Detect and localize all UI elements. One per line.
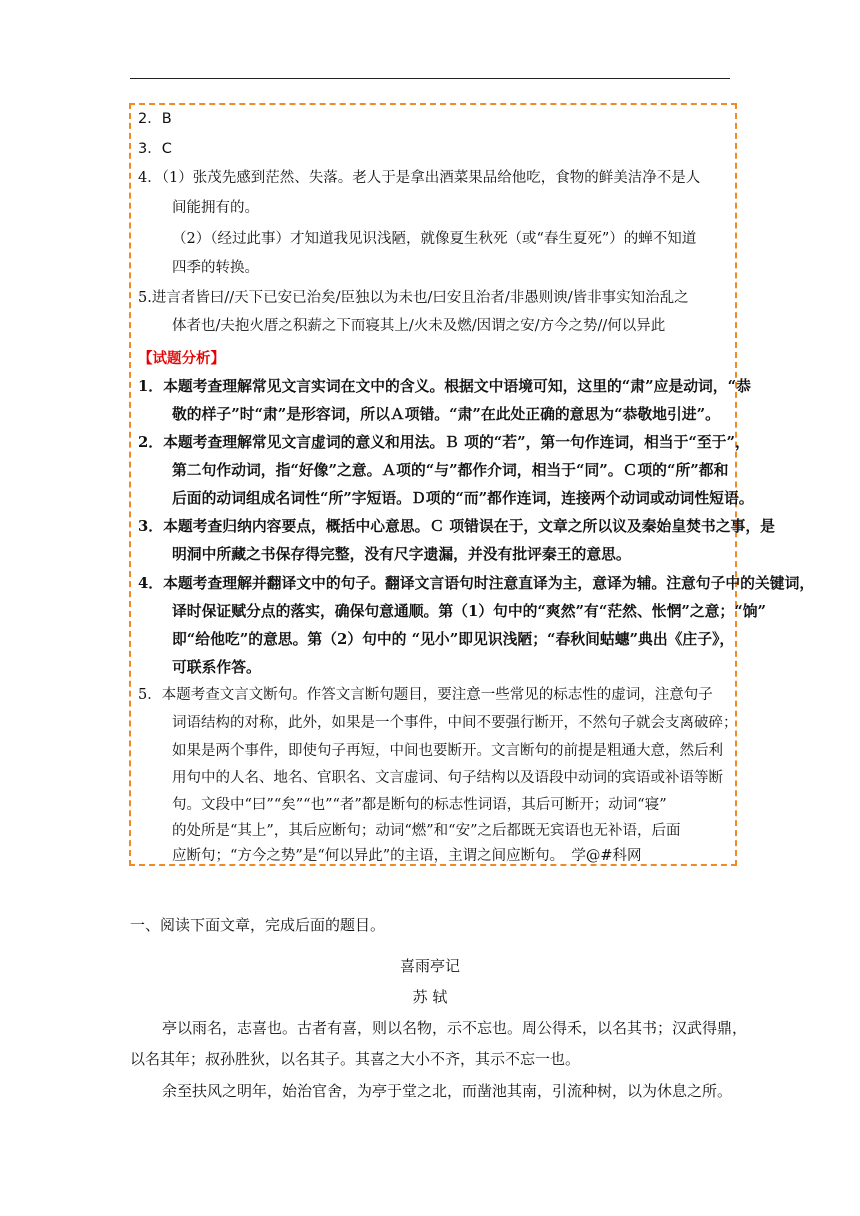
answer-5-line-1: 5.进言者皆曰//天下已安已治矣/臣独以为未也/曰安且治者/非愚则谀/皆非事实知治乱之 [138, 290, 689, 306]
answer-5-line-2: 体者也/夫抱火厝之积薪之下而寝其上/火未及燃/因谓之安/方今之势//何以异此 [172, 318, 666, 334]
analysis-5-line-6: 的处所是“其上”，其后应断句；动词“燃”和“安”之后都既无宾语也无补语，后面 [172, 823, 681, 839]
analysis-4-line-3: 即“给他吃”的意思。第（2）句中的 “见小”即见识浅陋；“春秋间蛄蟪”典出《庄子》， [172, 631, 735, 648]
paragraph-1-line-2: 以名其年；叔孙胜狄，以名其子。其喜之大小不齐，其示不忘一也。 [130, 1050, 581, 1068]
paragraph-1-line-1: 亭以雨名，志喜也。古者有喜，则以名物，示不忘也。周公得禾，以名其书；汉武得鼎， [162, 1019, 748, 1037]
analysis-5-line-3: 如果是两个事件，即使句子再短，中间也要断开。文言断句的前提是粗通大意，然后利 [172, 743, 723, 759]
section-heading: 一、阅读下面文章，完成后面的题目。 [130, 916, 386, 934]
analysis-5-line-5: 句。文段中“曰”“矣”“也”“者”都是断句的标志性词语，其后可断开；动词“寝” [172, 797, 667, 813]
analysis-3-line-2: 明洞中所藏之书保存得完整，没有尺字遗漏，并没有批评秦王的意思。 [172, 546, 631, 563]
answer-4-line-1: 4．（1）张茂先感到茫然、失落。老人于是拿出酒菜果品给他吃，食物的鲜美洁净不是人 [138, 170, 701, 186]
header-rule [130, 78, 730, 79]
analysis-1-line-2: 敬的样子”时“肃”是形容词，所以Ａ项错。“肃”在此处正确的意思为“恭敬地引进”。 [172, 406, 720, 423]
analysis-4-line-2: 译时保证赋分点的落实，确保句意通顺。第（1）句中的“爽然”有“茫然、怅惘”之意；“饷” [172, 603, 767, 620]
analysis-heading: 【试题分析】 [138, 351, 225, 367]
essay-title: 喜雨亭记 [399, 957, 460, 975]
analysis-4-line-4: 可联系作答。 [172, 659, 261, 676]
analysis-5-line-4: 用句中的人名、地名、官职名、文言虚词、句子结构以及语段中动词的宾语或补语等断 [172, 770, 723, 786]
answer-box [129, 103, 815, 866]
analysis-5-line-7: 应断句；“方今之势”是“何以异此”的主语，主谓之间应断句。 学@#科网 [172, 848, 642, 864]
analysis-5-line-2: 词语结构的对称，此外，如果是一个事件，中间不要强行断开，不然句子就会支离破碎； [172, 715, 738, 731]
analysis-5-line-1: 5．本题考查文言文断句。作答文言断句题目，要注意一些常见的标志性的虚词，注意句子 [138, 687, 713, 703]
answer-3: 3．C [138, 141, 172, 157]
essay-author: 苏 轼 [412, 988, 448, 1006]
analysis-4-line-1: 4．本题考查理解并翻译文中的句子。翻译文言语句时注意直译为主，意译为辅。注意句子中的关键词， [138, 575, 815, 592]
answer-4-line-2: 间能拥有的。 [172, 200, 259, 216]
answer-4-line-4: 四季的转换。 [172, 260, 259, 276]
analysis-3-line-1: 3．本题考查归纳内容要点，概括中心意思。Ｃ 项错误在于，文章之所以议及秦始皇焚书之事，是 [138, 518, 775, 535]
answer-4-line-3: （2）（经过此事）才知道我见识浅陋，就像夏生秋死（或“春生夏死”）的蝉不知道 [172, 231, 697, 247]
analysis-2-line-1: 2．本题考查理解常见文言虚词的意义和用法。Ｂ 项的“若”，第一句作连词，相当于“至于”， [138, 434, 750, 451]
answer-2: 2．B [138, 111, 172, 127]
analysis-2-line-2: 第二句作动词，指“好像”之意。Ａ项的“与”都作介词，相当于“同”。Ｃ项的“所”都和 [172, 462, 729, 479]
analysis-1-line-1: 1．本题考查理解常见文言实词在文中的含义。根据文中语境可知，这里的“肃”应是动词，“恭 [138, 378, 751, 395]
analysis-2-line-3: 后面的动词组成名词性“所”字短语。Ｄ项的“而”都作连词，连接两个动词或动词性短语。 [172, 490, 754, 507]
paragraph-2-line-1: 余至扶风之明年，始治官舍，为亭于堂之北，而凿池其南，引流种树，以为休息之所。 [162, 1082, 733, 1100]
